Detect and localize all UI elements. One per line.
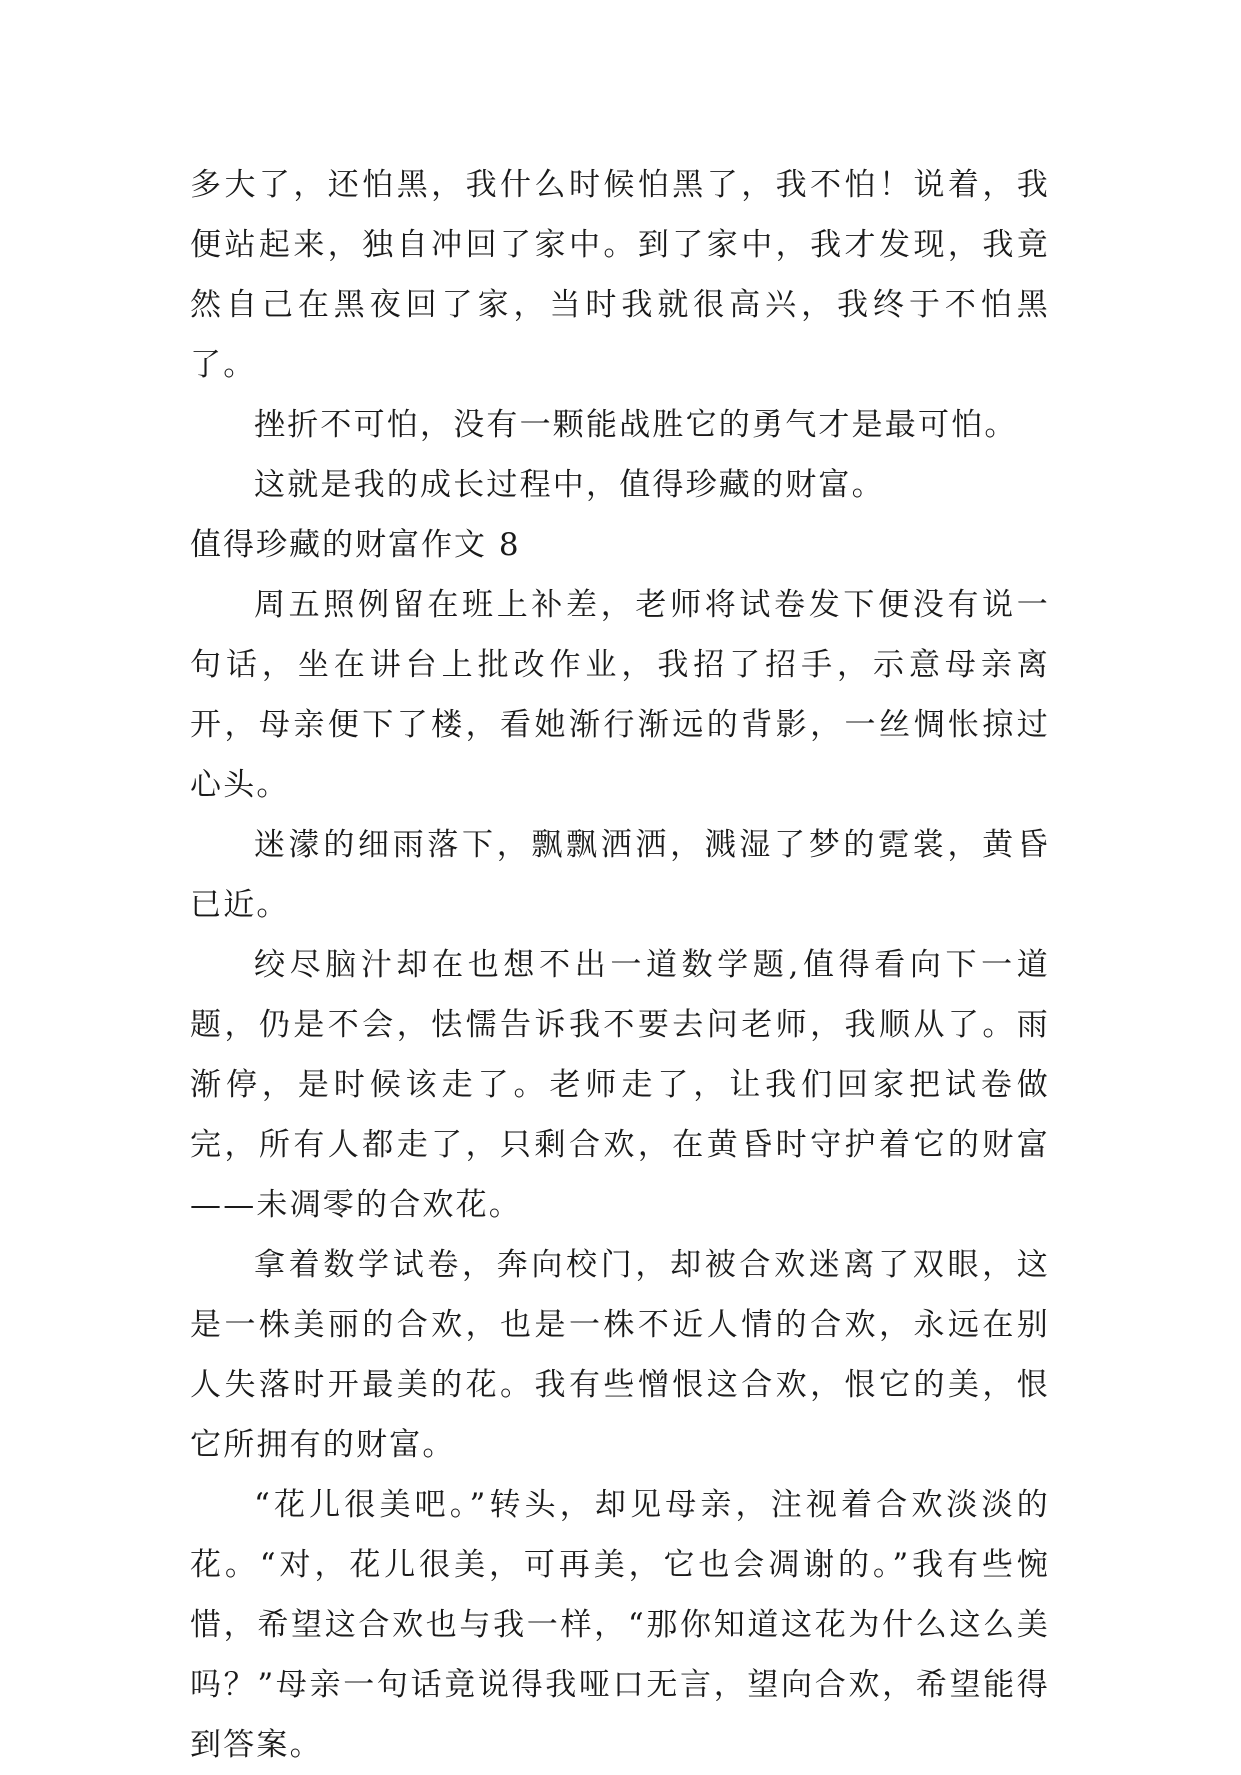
section-heading: 值得珍藏的财富作文 8 [190,527,521,563]
document-body [190,155,1050,1775]
paragraph-8: “花儿很美吧。”转头，却见母亲，注视着合欢淡淡的花。“对，花儿很美，可再美，它也会凋谢的。”我有些惋惜，希望这合欢也与我一样，“那你知道这花为什么这么美吗？”母亲一句话竟说得我哑口无言，望向合欢，希望能得到答案。 [190,1487,1050,1763]
paragraph-6: 绞尽脑汁却在也想不出一道数学题,值得看向下一道题，仍是不会，怯懦告诉我不要去问老师，我顺从了。雨渐停，是时候该走了。老师走了，让我们回家把试卷做完，所有人都走了，只剩合欢，在黄昏时守护着它的财富——未凋零的合欢花。 [190,947,1050,1223]
paragraph-5: 迷濛的细雨落下，飘飘洒洒，溅湿了梦的霓裳，黄昏已近。 [190,827,1050,923]
paragraph-7: 拿着数学试卷，奔向校门，却被合欢迷离了双眼，这是一株美丽的合欢，也是一株不近人情的合欢，永远在别人失落时开最美的花。我有些憎恨这合欢，恨它的美，恨它所拥有的财富。 [190,1247,1050,1463]
paragraph-2: 挫折不可怕，没有一颗能战胜它的勇气才是最可怕。 [254,407,1018,443]
paragraph-4: 周五照例留在班上补差，老师将试卷发下便没有说一句话，坐在讲台上批改作业，我招了招手，示意母亲离开，母亲便下了楼，看她渐行渐远的背影，一丝惆怅掠过心头。 [190,587,1050,803]
paragraph-3: 这就是我的成长过程中，值得珍藏的财富。 [254,467,885,503]
paragraph-1: 多大了，还怕黑，我什么时候怕黑了，我不怕！说着，我便站起来，独自冲回了家中。到了家中，我才发现，我竟然自己在黑夜回了家，当时我就很高兴，我终于不怕黑了。 [190,167,1050,383]
